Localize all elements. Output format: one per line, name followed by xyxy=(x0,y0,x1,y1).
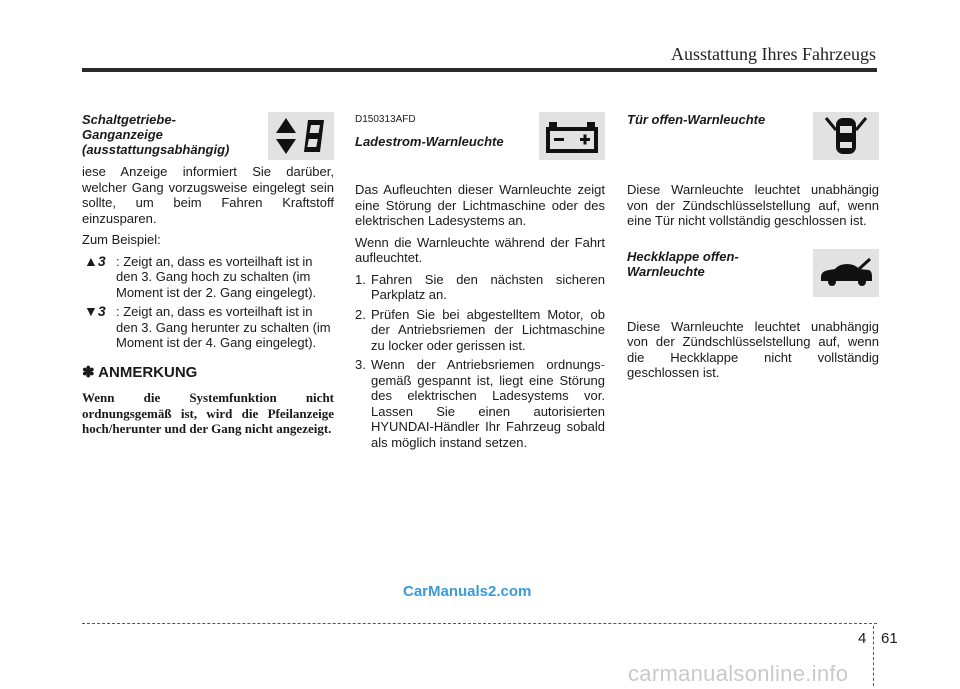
charging-p2: Wenn die Warnleuchte während der Fahrt aufleuchtet. xyxy=(355,234,605,265)
charging-steps xyxy=(355,272,605,451)
shift-up-text: : Zeigt an, dass es vorteilhaft ist in den 3. Gang hoch zu schalten (im Moment ist der 2. Gang eingelegt). xyxy=(116,253,317,300)
note-body: Wenn die Systemfunktion nicht ordnungsgemäß ist, wird die Pfeilanzeige hoch/herunter und der Gang nicht angezeigt. xyxy=(82,390,334,436)
header-rule xyxy=(82,68,877,72)
door-open-icon xyxy=(813,112,879,160)
list-item: 2. Prüfen Sie bei abgestelltem Motor, ob der Antriebsriemen der Lichtmaschine zu locker oder gerissen ist. xyxy=(355,306,605,353)
shift-down-example xyxy=(82,304,334,351)
section-heading-trunk: Heckklappe offen- Warnleuchte xyxy=(627,248,739,279)
section-charging-warning xyxy=(355,112,605,454)
gear-intro-text: iese Anzeige informiert Sie darüber, welcher Gang vorzugsweise eingelegt sein sollte, um beim Fahren Kraftstoff einzusparen. xyxy=(82,164,334,226)
site-watermark: carmanualsonline.info xyxy=(628,661,849,686)
section-code: D150313AFD xyxy=(355,114,416,125)
section-heading-gear: Schaltgetriebe- Ganganzeige (ausstattungsabhängig) xyxy=(82,112,230,157)
trunk-warning-text: Diese Warnleuchte leuchtet unabhängig von der Zündschlüsselstellung auf, wenn die Heckklappe nicht vollständig geschlossen ist. xyxy=(627,318,879,380)
page-divider xyxy=(873,626,874,686)
section-door-warnings xyxy=(627,112,879,387)
watermark-text[interactable]: CarManuals2.com xyxy=(403,583,532,600)
list-item: 1. Fahren Sie den nächsten sicheren Parkplatz an. xyxy=(355,271,605,302)
shift-up-example xyxy=(82,254,334,301)
section-gear-indicator xyxy=(82,112,334,437)
battery-icon xyxy=(539,112,605,160)
shift-down-text: : Zeigt an, dass es vorteilhaft ist in den 3. Gang herunter zu schalten (im Moment ist der 4. Gang eingelegt). xyxy=(116,304,331,350)
section-heading-door: Tür offen-Warnleuchte xyxy=(627,112,766,127)
footer-rule xyxy=(82,623,877,624)
section-heading-charging: Ladestrom-Warnleuchte xyxy=(355,133,504,149)
trunk-open-icon xyxy=(813,249,879,297)
shift-up-arrow-icon: ▲3 xyxy=(84,252,106,269)
shift-down-arrow-icon: ▼3 xyxy=(84,303,106,319)
gear-shift-indicator-icon xyxy=(268,112,334,160)
page-number: 61 xyxy=(881,630,898,647)
page-header-title: Ausstattung Ihres Fahrzeugs xyxy=(671,44,876,64)
door-warning-text: Diese Warnleuchte leuchtet unabhängig von der Zündschlüsselstellung auf, wenn eine Tür nicht vollständig geschlossen ist. xyxy=(627,182,879,228)
chapter-number: 4 xyxy=(858,630,867,647)
example-label: Zum Beispiel: xyxy=(82,232,161,247)
list-item: 3. Wenn der Antriebsriemen ordnungs-gemäß gespannt ist, liegt eine Störung des elektrischen Ladesystems vor. Lassen Sie einen autorisierten HYUNDAI-Händler Ihr Fahrzeug sobald als möglich instand setzen. xyxy=(355,357,605,450)
hyphen-mark: - xyxy=(600,357,605,372)
charging-p1: Das Aufleuchten dieser Warnleuchte zeigt eine Störung der Lichtmaschine oder des elektrischen Ladesystems an. xyxy=(355,182,605,228)
note-title: ✽ ANMERKUNG xyxy=(82,363,198,381)
